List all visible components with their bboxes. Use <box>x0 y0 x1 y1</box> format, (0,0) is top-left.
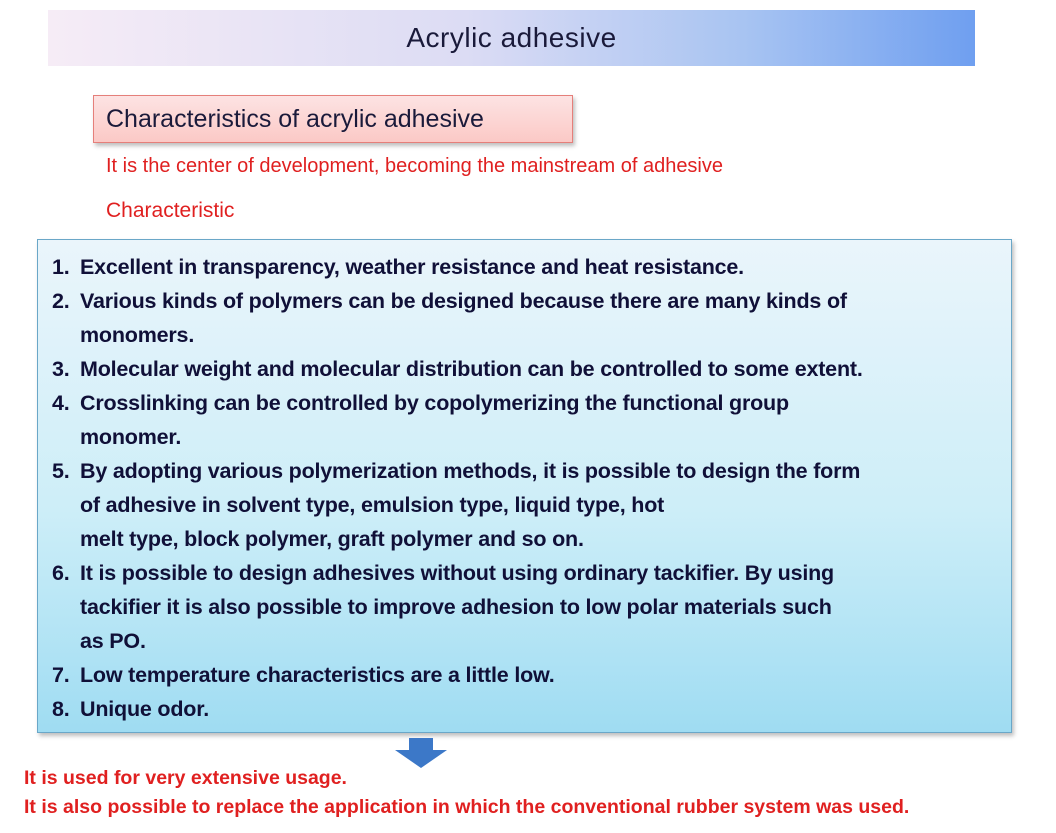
item-text: Low temperature characteristics are a little low. <box>80 663 555 687</box>
list-item <box>52 658 1005 692</box>
item-number: 2. <box>52 289 70 313</box>
conclusion-line-2: It is also possible to replace the application in which the conventional rubber system was used. <box>24 796 910 818</box>
item-text: Molecular weight and molecular distribution can be controlled to some extent. <box>80 357 863 381</box>
item-text: By adopting various polymerization methods, it is possible to design the form of adhesive in solvent type, emulsion type, liquid type, hot melt type, block polymer, graft polymer and so on. <box>80 459 861 551</box>
characteristics-list <box>37 239 1012 733</box>
list-item <box>52 386 1005 454</box>
item-text: Excellent in transparency, weather resistance and heat resistance. <box>80 255 744 279</box>
list-item <box>52 692 1005 726</box>
intro-text: It is the center of development, becoming the mainstream of adhesive <box>106 155 724 177</box>
item-number: 3. <box>52 357 70 381</box>
section-subtitle: Characteristics of acrylic adhesive <box>106 104 484 133</box>
item-text: Various kinds of polymers can be designed because there are many kinds of monomers. <box>80 289 847 347</box>
item-number: 4. <box>52 391 70 415</box>
page-title: Acrylic adhesive <box>406 22 617 53</box>
item-number: 6. <box>52 561 70 585</box>
item-number: 1. <box>52 255 70 279</box>
list-item <box>52 284 1005 352</box>
item-number: 5. <box>52 459 70 483</box>
title-banner <box>48 10 975 66</box>
list-item <box>52 454 1005 556</box>
item-number: 8. <box>52 697 70 721</box>
list-item <box>52 352 1005 386</box>
list-item <box>52 556 1005 658</box>
item-text: Unique odor. <box>80 697 209 721</box>
item-number: 7. <box>52 663 70 687</box>
subtitle-box <box>93 95 573 143</box>
conclusion-line-1: It is used for very extensive usage. <box>24 767 347 789</box>
list-item <box>52 250 1005 284</box>
item-text: Crosslinking can be controlled by copolymerizing the functional group monomer. <box>80 391 789 449</box>
characteristic-label: Characteristic <box>106 199 235 222</box>
item-text: It is possible to design adhesives without using ordinary tackifier. By using tackifier it is also possible to improve adhesion to low polar materials such as PO. <box>80 561 834 653</box>
